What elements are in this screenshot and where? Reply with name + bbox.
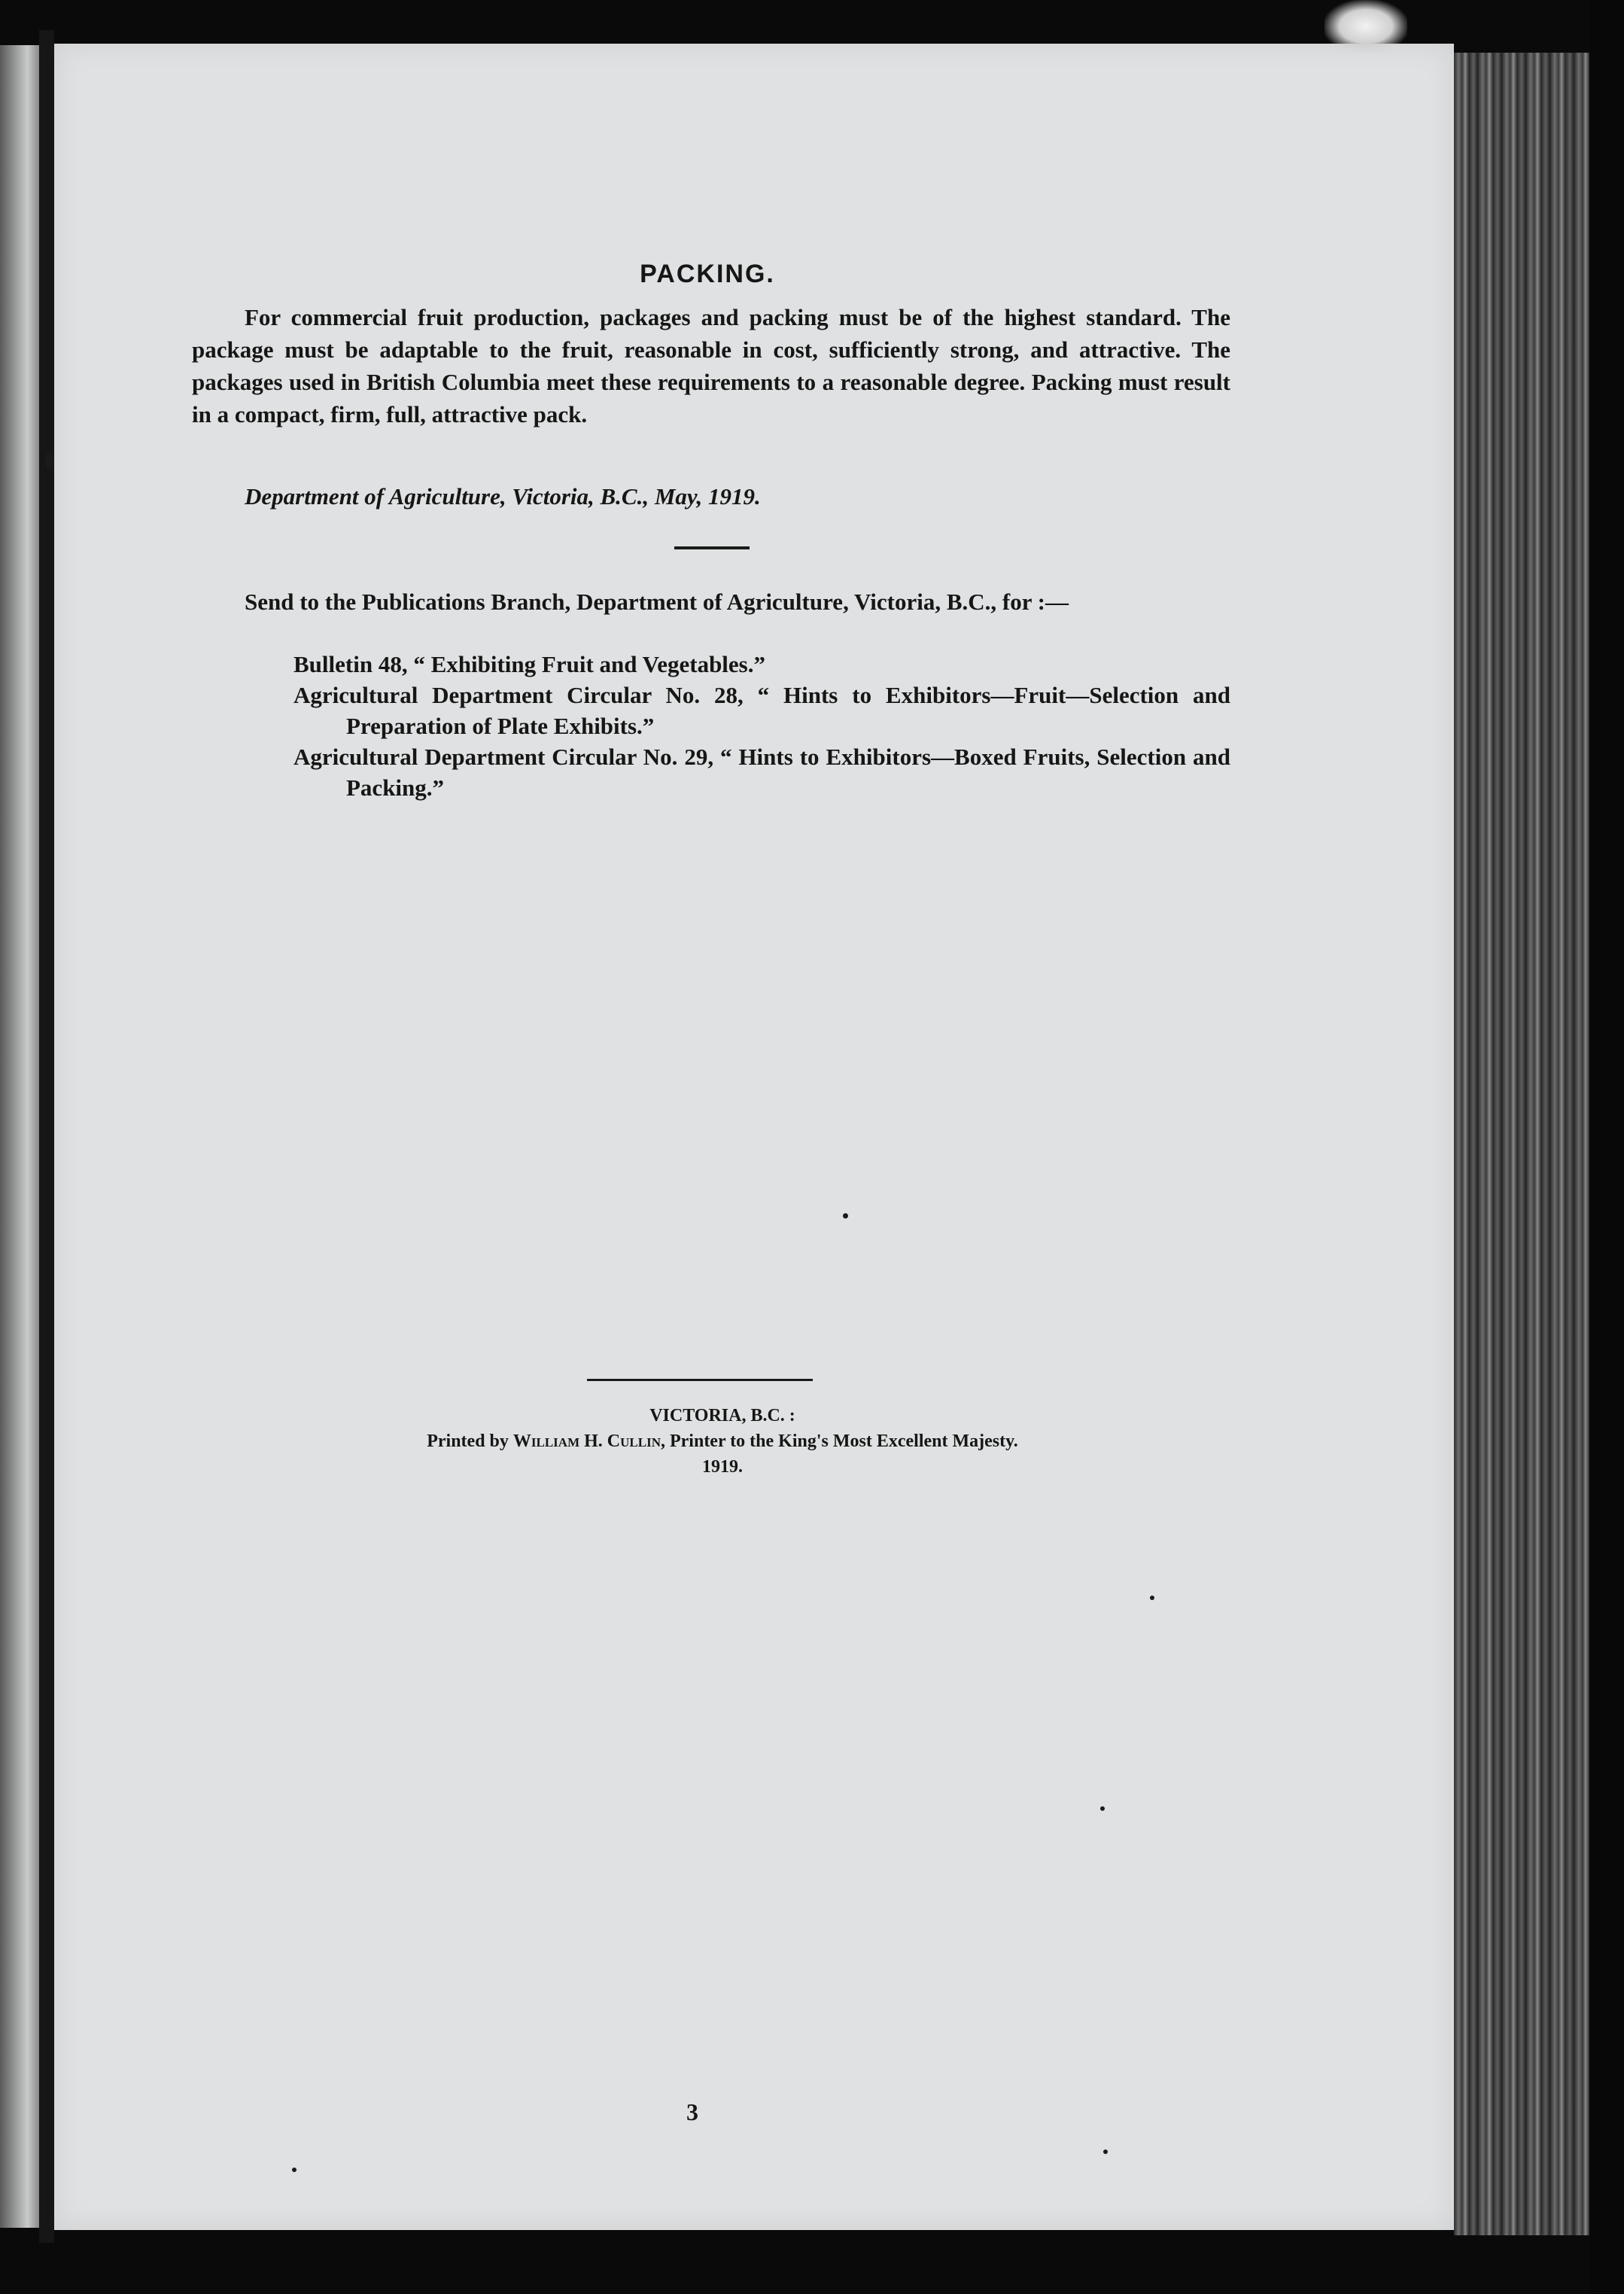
dust-speck [45, 452, 54, 470]
section-heading: PACKING. [640, 260, 775, 288]
imprint-printer-line [211, 1428, 1234, 1454]
printer-imprint [211, 1403, 1234, 1480]
dust-speck [1100, 1806, 1105, 1811]
list-item: Bulletin 48, “ Exhibiting Fruit and Vegetables.” [293, 651, 765, 677]
imprint-rule [587, 1379, 813, 1381]
dateline: Department of Agriculture, Victoria, B.C., May, 1919. [245, 483, 761, 510]
publication-list [293, 649, 1230, 803]
scan-border [1589, 0, 1624, 2294]
dust-speck [1103, 2149, 1108, 2154]
imprint-printer-title: Printer to the King's Most Excellent Majesty. [669, 1431, 1018, 1451]
dust-speck [1150, 1596, 1154, 1600]
adjacent-page-edge [0, 45, 39, 2228]
imprint-year: 1919. [702, 1457, 743, 1477]
gutter-shadow [39, 30, 54, 2243]
packing-paragraph: For commercial fruit production, packages and packing must be of the highest standard. The package must be adaptable to the fruit, reasonable in cost, sufficiently strong, and attractive. The packages used in British Columbia meet these requirements to a reasonable degree. Packing must result in a compact, firm, full, attractive pack. [192, 304, 1230, 427]
paper-tear [1324, 0, 1407, 53]
book-fore-edge [1454, 53, 1589, 2235]
send-instruction: Send to the Publications Branch, Department of Agriculture, Victoria, B.C., for :— [245, 589, 1069, 615]
imprint-place: VICTORIA, B.C. : [649, 1406, 795, 1425]
imprint-printer-name: William H. Cullin, [512, 1431, 665, 1451]
page-number: 3 [686, 2098, 698, 2125]
dust-speck [292, 2168, 297, 2172]
list-item: Agricultural Department Circular No. 28, “ Hints to Exhibitors—Fruit—Selection and Preparation of Plate Exhibits.” [293, 682, 1230, 739]
separator-rule [674, 546, 750, 549]
list-item: Agricultural Department Circular No. 29, “ Hints to Exhibitors—Boxed Fruits, Selection and Packing.” [293, 744, 1230, 801]
dust-speck [843, 1213, 848, 1218]
imprint-printed-by: Printed by [427, 1431, 509, 1451]
